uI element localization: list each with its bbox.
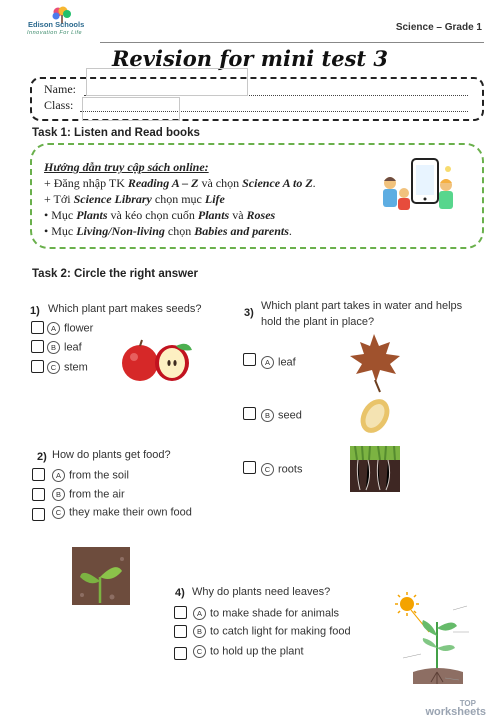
q2-option-b-checkbox[interactable] xyxy=(32,488,45,501)
maple-leaf-image xyxy=(346,332,402,394)
question-4-text: Why do plants need leaves? xyxy=(192,586,331,598)
q1-option-a-checkbox[interactable] xyxy=(31,321,44,334)
guide-line-2: + Tới Science Library chọn mục Life xyxy=(44,192,225,206)
q3-option-b-checkbox[interactable] xyxy=(243,407,256,420)
q2-option-c: C they make their own food xyxy=(52,506,192,519)
q1-option-b-checkbox[interactable] xyxy=(31,340,44,353)
guide-line-3: • Mục Plants và kéo chọn cuốn Plants và Roses xyxy=(44,208,276,222)
apple-image xyxy=(118,338,196,384)
footer-brand: worksheets xyxy=(425,706,486,718)
seed-image xyxy=(355,395,395,437)
photosynthesis-diagram xyxy=(393,592,477,684)
question-2-number: 2) xyxy=(37,451,47,463)
seedling-image xyxy=(72,547,130,605)
q2-option-b: B from the air xyxy=(52,488,125,501)
q3-option-a-checkbox[interactable] xyxy=(243,353,256,366)
q1-option-c-checkbox[interactable] xyxy=(31,360,44,373)
task1-heading: Task 1: Listen and Read books xyxy=(32,127,200,139)
q2-option-c-checkbox[interactable] xyxy=(32,508,45,521)
subject-label: Science – Grade 1 xyxy=(395,22,482,33)
q3-option-c: C roots xyxy=(261,463,302,476)
school-name: Edison Schools xyxy=(28,20,85,29)
question-1-number: 1) xyxy=(30,305,40,317)
footer-top-label: TOP xyxy=(459,699,476,708)
question-3-text-line-2: hold the plant in place? xyxy=(261,316,375,328)
q4-option-c-checkbox[interactable] xyxy=(174,647,187,660)
q4-option-a: A to make shade for animals xyxy=(193,607,339,620)
roots-image xyxy=(350,446,400,492)
q3-option-a: A leaf xyxy=(261,356,296,369)
q4-option-b-checkbox[interactable] xyxy=(174,625,187,638)
q4-option-c: C to hold up the plant xyxy=(193,645,304,658)
name-label: Name: xyxy=(44,82,76,96)
q4-option-b: B to catch light for making food xyxy=(193,625,351,638)
header-divider xyxy=(100,42,484,43)
q3-option-c-checkbox[interactable] xyxy=(243,461,256,474)
q2-option-a-checkbox[interactable] xyxy=(32,468,45,481)
class-input-field[interactable] xyxy=(82,97,180,121)
question-1-text: Which plant part makes seeds? xyxy=(48,303,202,315)
class-label: Class: xyxy=(44,98,74,112)
school-tagline: Innovation For Life xyxy=(27,30,83,36)
name-input-field[interactable] xyxy=(86,68,248,96)
family-tablet-illustration xyxy=(378,155,462,215)
guide-line-1: + Đăng nhập TK Reading A – Z và chọn Science A to Z. xyxy=(44,176,316,190)
q1-option-c: C stem xyxy=(47,361,88,374)
guide-line-4: • Mục Living/Non-living chọn Babies and parents. xyxy=(44,224,292,238)
page-title: Revision for mini test 3 xyxy=(111,46,389,71)
question-2-text: How do plants get food? xyxy=(52,449,171,461)
guide-title: Hướng dẫn truy cập sách online: xyxy=(44,160,209,174)
q3-option-b: B seed xyxy=(261,409,302,422)
question-4-number: 4) xyxy=(175,587,185,599)
q1-option-b: B leaf xyxy=(47,341,82,354)
q4-option-a-checkbox[interactable] xyxy=(174,606,187,619)
q2-option-a: A from the soil xyxy=(52,469,129,482)
question-3-number: 3) xyxy=(244,307,254,319)
task2-heading: Task 2: Circle the right answer xyxy=(32,268,198,280)
question-3-text-line-1: Which plant part takes in water and helps xyxy=(261,300,463,312)
q1-option-a: A flower xyxy=(47,322,93,335)
